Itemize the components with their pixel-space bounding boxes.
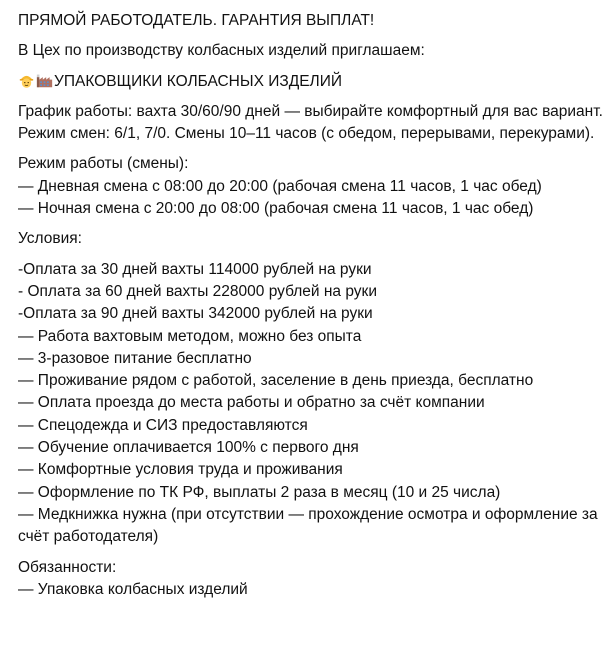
list-item: — Работа вахтовым методом, можно без опыта	[18, 327, 362, 345]
list-item: -Оплата за 90 дней вахты 342000 рублей на руки	[18, 305, 373, 323]
post-title: ПРЯМОЙ РАБОТОДАТЕЛЬ. ГАРАНТИЯ ВЫПЛАТ!	[18, 12, 375, 29]
list-item: — Обучение оплачивается 100% с первого дня	[18, 439, 359, 457]
duties-heading: Обязанности:	[18, 558, 117, 576]
conditions-list	[18, 259, 603, 549]
list-item: — Медкнижка нужна (при отсутствии — прохождение осмотра и оформление за счёт работодателя)	[18, 505, 598, 546]
job-post	[18, 10, 603, 601]
post-intro: В Цех по производству колбасных изделий приглашаем:	[18, 42, 425, 60]
position-headline	[18, 71, 603, 93]
list-item: — Проживание рядом с работой, заселение в день приезда, бесплатно	[18, 372, 534, 390]
list-item: — Комфортные условия труда и проживания	[18, 461, 343, 479]
list-item: — Ночная смена с 20:00 до 08:00 (рабочая смена 11 часов, 1 час обед)	[18, 200, 534, 218]
list-item: — 3-разовое питание бесплатно	[18, 349, 252, 367]
list-item: — Оформление по ТК РФ, выплаты 2 раза в месяц (10 и 25 числа)	[18, 483, 501, 501]
list-item: — Упаковка колбасных изделий	[18, 580, 248, 598]
worker-emoji-icon	[18, 72, 35, 89]
position-title: УПАКОВЩИКИ КОЛБАСНЫХ ИЗДЕЛИЙ	[54, 72, 343, 90]
list-item: - Оплата за 60 дней вахты 228000 рублей на руки	[18, 282, 377, 300]
shifts-heading: Режим работы (смены):	[18, 155, 189, 173]
factory-emoji-icon	[36, 72, 53, 89]
list-item: — Дневная смена с 08:00 до 20:00 (рабочая смена 11 часов, 1 час обед)	[18, 177, 542, 195]
schedule-text: График работы: вахта 30/60/90 дней — выбирайте комфортный для вас вариант. Режим смен: 6/1, 7/0. Смены 10–11 часов (с обедом, перерывами, перекурами).	[18, 102, 603, 143]
conditions-heading: Условия:	[18, 230, 82, 248]
list-item: — Спецодежда и СИЗ предоставляются	[18, 416, 308, 434]
shifts-section	[18, 153, 603, 220]
duties-section	[18, 557, 603, 602]
list-item: -Оплата за 30 дней вахты 114000 рублей на руки	[18, 260, 372, 278]
list-item: — Оплата проезда до места работы и обратно за счёт компании	[18, 394, 485, 412]
